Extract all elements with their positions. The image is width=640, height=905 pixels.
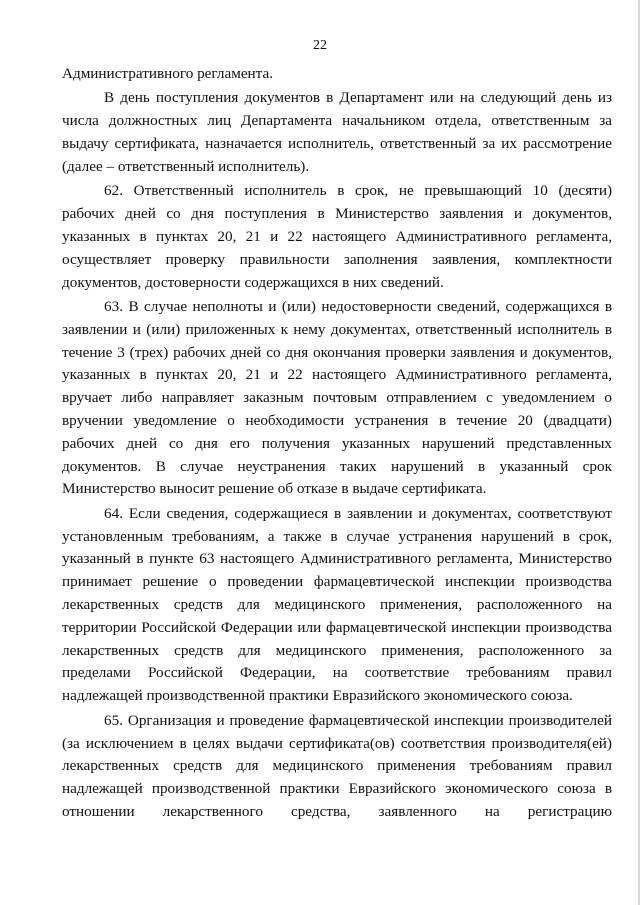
paragraph-executor-assignment: В день поступления документов в Департамент или на следующий день из числа должностных лиц Департамента начальником отдела, ответственным за выдачу сертификата, назначается исполнитель, ответственный за их рассмотрение (далее – ответственный исполнитель). (62, 89, 612, 175)
paragraph-65: 65. Организация и проведение фармацевтической инспекции производителей (за исключением в целях выдачи сертификата(ов) соответствия производителя(ей) лекарственных средств для медицинского применения требованиям правил надлежащей производственной практики Евразийского экономического союза в отношении лекарственного средства, заявленного на регистрацию (62, 711, 612, 820)
document-body (62, 63, 612, 824)
paragraph-64: 64. Если сведения, содержащиеся в заявлении и документах, соответствуют установленным требованиям, а также в случае устранения нарушений в срок, указанный в пункте 63 настоящего Административного регламента, Министерство принимает решение о проведении фармацевтической инспекции производства лекарственных средств для медицинского применения, расположенного на территории Российской Федерации или фармацевтической инспекции производства лекарственных средств для медицинского применения, расположенного за пределами Российской Федерации, на соответствие требованиям правил надлежащей производственной практики Евразийского экономического союза. (62, 504, 612, 705)
paragraph-63: 63. В случае неполноты и (или) недостоверности сведений, содержащихся в заявлении и (или) приложенных к нему документах, ответственный исполнитель в течение 3 (трех) рабочих дней со дня окончания проверки заявления и документов, указанных в пунктах 20, 21 и 22 настоящего Административного регламента, вручает либо направляет заказным почтовым отправлением с уведомлением о вручении уведомление о необходимости устранения в течение 20 (двадцати) рабочих дней со дня его получения указанных нарушений представленных документов. В случае неустранения таких нарушений в указанный срок Министерство выносит решение об отказе в выдаче сертификата. (62, 298, 612, 498)
paragraph-62: 62. Ответственный исполнитель в срок, не превышающий 10 (десяти) рабочих дней со дня поступления в Министерство заявления и документов, указанных в пунктах 20, 21 и 22 настоящего Административного регламента, осуществляет проверку правильности заполнения заявления, комплектности документов, достоверности содержащихся в них сведений. (62, 182, 612, 291)
page-number: 22 (313, 38, 327, 53)
paragraph-continuation: Административного регламента. (62, 65, 274, 82)
